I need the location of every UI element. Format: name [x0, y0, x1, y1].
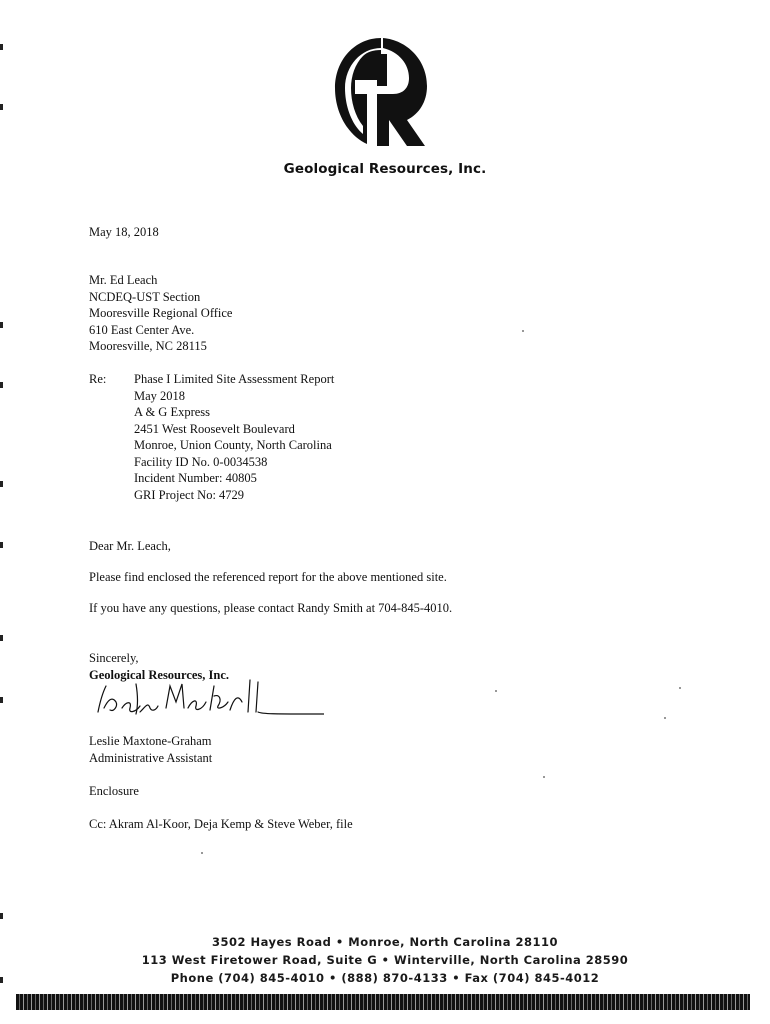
recipient-address	[89, 272, 232, 355]
body-paragraph: Please find enclosed the referenced report for the above mentioned site.	[89, 570, 447, 584]
salutation: Dear Mr. Leach,	[89, 539, 171, 553]
signature-icon	[92, 672, 324, 724]
binder-mark	[0, 697, 3, 703]
signer-name: Leslie Maxtone-Graham	[89, 734, 212, 748]
scan-speck	[543, 776, 545, 778]
body-paragraph: If you have any questions, please contact Randy Smith at 704-845-4010.	[89, 601, 453, 615]
re-block	[134, 371, 334, 503]
company-logo-icon	[333, 36, 429, 148]
scan-bottom-bar	[16, 994, 750, 1010]
address-line: NCDEQ-UST Section	[89, 289, 201, 304]
address-line: 610 East Center Ave.	[89, 322, 195, 337]
scan-speck	[664, 717, 666, 719]
binder-mark	[0, 481, 3, 487]
enclosure-note: Enclosure	[89, 784, 139, 798]
re-line: GRI Project No: 4729	[134, 487, 245, 502]
re-line: Facility ID No. 0-0034538	[134, 454, 268, 469]
scan-speck	[522, 330, 524, 332]
binder-mark	[0, 382, 3, 388]
scan-speck	[495, 690, 497, 692]
company-name: Geological Resources, Inc.	[283, 161, 487, 177]
binder-mark	[0, 913, 3, 919]
closing: Sincerely,	[89, 651, 139, 665]
re-line: Monroe, Union County, North Carolina	[134, 438, 332, 452]
binder-mark	[0, 104, 3, 110]
address-line: Mooresville, NC 28115	[89, 339, 207, 353]
re-line: Incident Number: 40805	[134, 471, 257, 485]
binder-mark	[0, 322, 3, 328]
address-line: Mooresville Regional Office	[89, 306, 233, 320]
re-line: A & G Express	[134, 405, 211, 419]
signer-block	[89, 733, 212, 766]
address-line: Mr. Ed Leach	[89, 273, 158, 287]
binder-mark	[0, 635, 3, 641]
closing-company: Geological Resources, Inc.	[89, 668, 230, 682]
cc-line: Cc: Akram Al-Koor, Deja Kemp & Steve Weber, file	[89, 817, 353, 831]
signer-title: Administrative Assistant	[89, 750, 213, 765]
binder-mark	[0, 44, 3, 50]
re-line: May 2018	[134, 388, 186, 403]
binder-mark	[0, 542, 3, 548]
footer-address-2: 113 West Firetower Road, Suite G • Winterville, North Carolina 28590	[141, 953, 629, 967]
footer-address-1: 3502 Hayes Road • Monroe, North Carolina 28110	[211, 935, 559, 949]
re-line: 2451 West Roosevelt Boulevard	[134, 421, 295, 436]
scan-speck	[201, 852, 203, 854]
footer-phone: Phone (704) 845-4010 • (888) 870-4133 • Fax (704) 845-4012	[170, 971, 600, 985]
letter-date: May 18, 2018	[89, 225, 159, 239]
re-label: Re:	[89, 372, 107, 386]
re-line: Phase I Limited Site Assessment Report	[134, 372, 335, 386]
scan-speck	[679, 687, 681, 689]
